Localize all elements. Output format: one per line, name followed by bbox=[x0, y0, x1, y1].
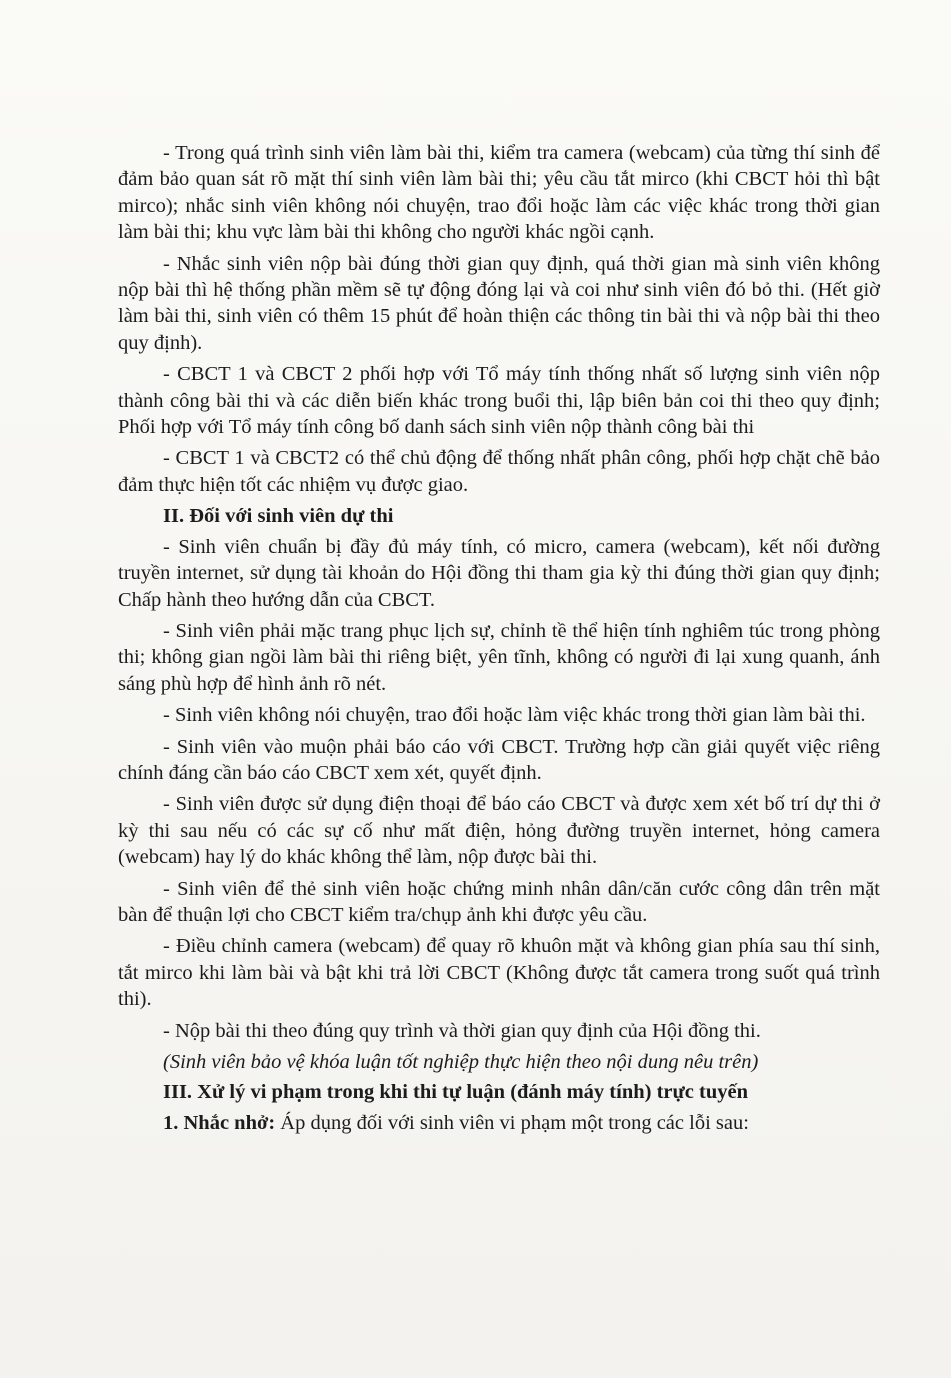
subsection-reminder bbox=[118, 1110, 880, 1136]
document-body bbox=[118, 140, 880, 1136]
paragraph-cbct-assignment: - CBCT 1 và CBCT2 có thể chủ động để thống nhất phân công, phối hợp chặt chẽ bảo đảm thực hiện tốt các nhiệm vụ được giao. bbox=[118, 447, 880, 496]
section-3-heading: III. Xử lý vi phạm trong khi thi tự luận (đánh máy tính) trực tuyến bbox=[163, 1081, 749, 1104]
paragraph-webcam-check: - Trong quá trình sinh viên làm bài thi, kiểm tra camera (webcam) của từng thí sinh để đảm bảo quan sát rõ mặt thí sinh viên làm bài thi; yêu cầu tắt mirco (khi CBCT hỏi thì bật mirco); nhắc sinh viên không nói chuyện, trao đổi hoặc làm các việc khác trong thời gian làm bài thi; khu vực làm bài thi không cho người khác ngồi cạnh. bbox=[118, 142, 880, 244]
student-rule-8: - Nộp bài thi theo đúng quy trình và thời gian quy định của Hội đồng thi. bbox=[163, 1019, 761, 1042]
student-rule-5: - Sinh viên được sử dụng điện thoại để báo cáo CBCT và được xem xét bố trí dự thi ở kỳ thi sau nếu có các sự cố như mất điện, hỏng đường truyền internet, hỏng camera (webcam) hay lý do khác không thể làm, nộp được bài thi. bbox=[118, 793, 880, 869]
student-rule-7: - Điều chỉnh camera (webcam) để quay rõ khuôn mặt và không gian phía sau thí sinh, tắt mirco khi làm bài và bật khi trả lời CBCT (Không được tắt camera trong suốt quá trình thi). bbox=[118, 935, 880, 1011]
subsection-reminder-label: 1. Nhắc nhở: bbox=[163, 1111, 276, 1134]
thesis-note: (Sinh viên bảo vệ khóa luận tốt nghiệp thực hiện theo nội dung nêu trên) bbox=[163, 1051, 759, 1073]
student-rule-3: - Sinh viên không nói chuyện, trao đổi hoặc làm việc khác trong thời gian làm bài thi. bbox=[163, 704, 866, 727]
student-rule-2: - Sinh viên phải mặc trang phục lịch sự, chỉnh tề thể hiện tính nghiêm túc trong phòng thi; không gian ngồi làm bài thi riêng biệt, yên tĩnh, không có người đi lại xung quanh, ánh sáng phù hợp để hình ảnh rõ nét. bbox=[118, 619, 880, 695]
student-rule-6: - Sinh viên để thẻ sinh viên hoặc chứng minh nhân dân/căn cước công dân trên mặt bàn để thuận lợi cho CBCT kiểm tra/chụp ảnh khi được yêu cầu. bbox=[118, 877, 880, 926]
section-2-heading: II. Đối với sinh viên dự thi bbox=[163, 505, 394, 528]
student-rule-4: - Sinh viên vào muộn phải báo cáo với CBCT. Trường hợp cần giải quyết việc riêng chính đáng cần báo cáo CBCT xem xét, quyết định. bbox=[118, 735, 880, 784]
student-rule-1: - Sinh viên chuẩn bị đầy đủ máy tính, có micro, camera (webcam), kết nối đường truyền internet, sử dụng tài khoản do Hội đồng thi tham gia kỳ thi đúng thời gian quy định; Chấp hành theo hướng dẫn của CBCT. bbox=[118, 535, 880, 611]
subsection-reminder-text: Áp dụng đối với sinh viên vi phạm một trong các lỗi sau: bbox=[275, 1111, 749, 1134]
paragraph-cbct-coordination: - CBCT 1 và CBCT 2 phối hợp với Tổ máy tính thống nhất số lượng sinh viên nộp thành công bài thi và các diễn biến khác trong buổi thi, lập biên bản coi thi theo quy định; Phối hợp với Tổ máy tính công bố danh sách sinh viên nộp thành công bài thi bbox=[118, 363, 880, 439]
paragraph-submit-time: - Nhắc sinh viên nộp bài đúng thời gian quy định, quá thời gian mà sinh viên không nộp bài thì hệ thống phần mềm sẽ tự động đóng lại và coi như sinh viên đó bỏ thi. (Hết giờ làm bài thi, sinh viên có thêm 15 phút để hoàn thiện các thông tin bài thi và nộp bài thi theo quy định). bbox=[118, 252, 880, 354]
